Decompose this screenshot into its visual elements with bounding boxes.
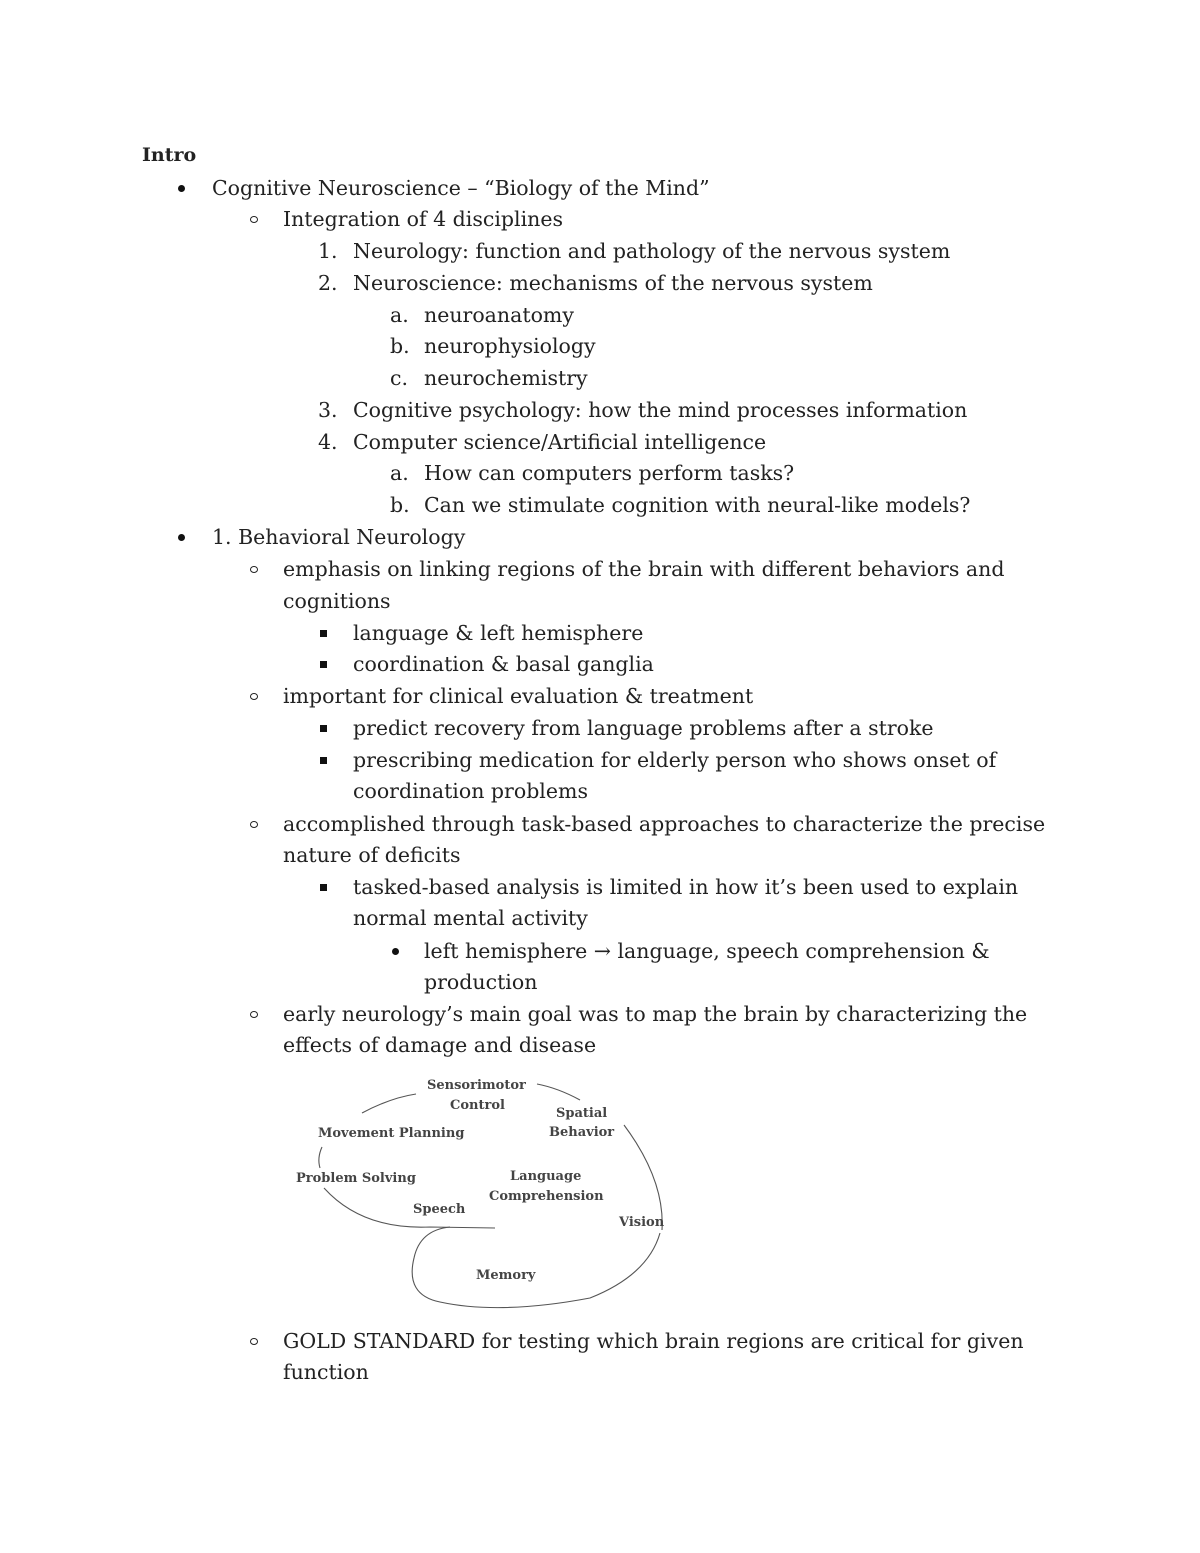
square-bullet-marker [320,884,327,891]
point-task-based-line1: accomplished through task-based approaches to characterize the precise [283,812,1046,836]
label-language: Language [510,1169,582,1184]
subpoint-coordination-basal-ganglia: coordination & basal ganglia [353,652,654,676]
subpoint-prescribing-line1: prescribing medication for elderly person who shows onset of [353,748,997,772]
subpoint-task-analysis-line1: tasked-based analysis is limited in how it’s been used to explain [353,875,1019,899]
bullet-marker [178,534,185,541]
list-marker: 1. [318,239,338,263]
connector-line [324,1188,495,1228]
label-control: Control [450,1098,505,1113]
label-problem-solving: Problem Solving [296,1171,416,1186]
subtopic-neurophysiology: neurophysiology [424,334,596,358]
circle-bullet-marker [250,1338,258,1345]
discipline-neuroscience: Neuroscience: mechanisms of the nervous system [353,271,873,295]
bullet-behavioral-neurology: 1. Behavioral Neurology [212,525,466,549]
connector-line [319,1147,322,1168]
discipline-neurology: Neurology: function and pathology of the nervous system [353,239,951,263]
label-sensorimotor: Sensorimotor [427,1078,526,1093]
list-marker: b. [390,493,410,517]
circle-bullet-marker [250,1011,258,1018]
list-marker: b. [390,334,410,358]
subtopic-neural-models: Can we stimulate cognition with neural-like models? [424,493,971,517]
label-spatial: Spatial [556,1106,608,1121]
point-early-neurology-line1: early neurology’s main goal was to map the brain by characterizing the [283,1002,1028,1026]
label-memory: Memory [476,1268,536,1283]
connector-line [537,1084,580,1100]
list-marker: a. [390,303,409,327]
list-marker: a. [390,461,409,485]
connector-line [412,1227,660,1308]
list-marker: c. [390,366,408,390]
square-bullet-marker [320,725,327,732]
square-bullet-marker [320,630,327,637]
section-title: Intro [142,144,197,166]
label-behavior: Behavior [549,1125,615,1140]
connector-line [362,1094,416,1113]
point-emphasis-line1: emphasis on linking regions of the brain with different behaviors and [283,557,1005,581]
point-gold-standard-line1: GOLD STANDARD for testing which brain regions are critical for given [283,1329,1024,1353]
square-bullet-marker [320,757,327,764]
label-vision: Vision [619,1215,665,1230]
integration-line: Integration of 4 disciplines [283,207,564,231]
list-marker: 4. [318,430,338,454]
point-clinical-evaluation: important for clinical evaluation & treatment [283,684,754,708]
list-marker: 3. [318,398,338,422]
detail-left-hemisphere-line1: left hemisphere → language, speech comprehension & [424,939,990,963]
circle-bullet-marker [250,216,258,223]
list-marker: 2. [318,271,338,295]
bullet-marker [178,185,185,192]
brain-function-diagram [290,1070,680,1310]
square-bullet-marker [320,661,327,668]
label-comprehension: Comprehension [489,1189,604,1204]
subtopic-neurochemistry: neurochemistry [424,366,588,390]
subpoint-predict-recovery: predict recovery from language problems after a stroke [353,716,934,740]
point-early-neurology-line2: effects of damage and disease [283,1033,597,1057]
point-gold-standard-line2: function [283,1360,369,1384]
circle-bullet-marker [250,566,258,573]
bullet-marker [392,948,399,955]
discipline-computer-science: Computer science/Artificial intelligence [353,430,767,454]
detail-left-hemisphere-line2: production [424,970,538,994]
subpoint-task-analysis-line2: normal mental activity [353,906,588,930]
subpoint-prescribing-line2: coordination problems [353,779,588,803]
label-movement-planning: Movement Planning [318,1126,465,1141]
subtopic-neuroanatomy: neuroanatomy [424,303,574,327]
bullet-cognitive-neuroscience: Cognitive Neuroscience – “Biology of the Mind” [212,176,710,200]
point-task-based-line2: nature of deficits [283,843,461,867]
circle-bullet-marker [250,821,258,828]
point-emphasis-line2: cognitions [283,589,391,613]
circle-bullet-marker [250,693,258,700]
subpoint-language-left-hemisphere: language & left hemisphere [353,621,644,645]
subtopic-computers-tasks: How can computers perform tasks? [424,461,795,485]
label-speech: Speech [413,1202,466,1217]
discipline-cognitive-psychology: Cognitive psychology: how the mind processes information [353,398,968,422]
